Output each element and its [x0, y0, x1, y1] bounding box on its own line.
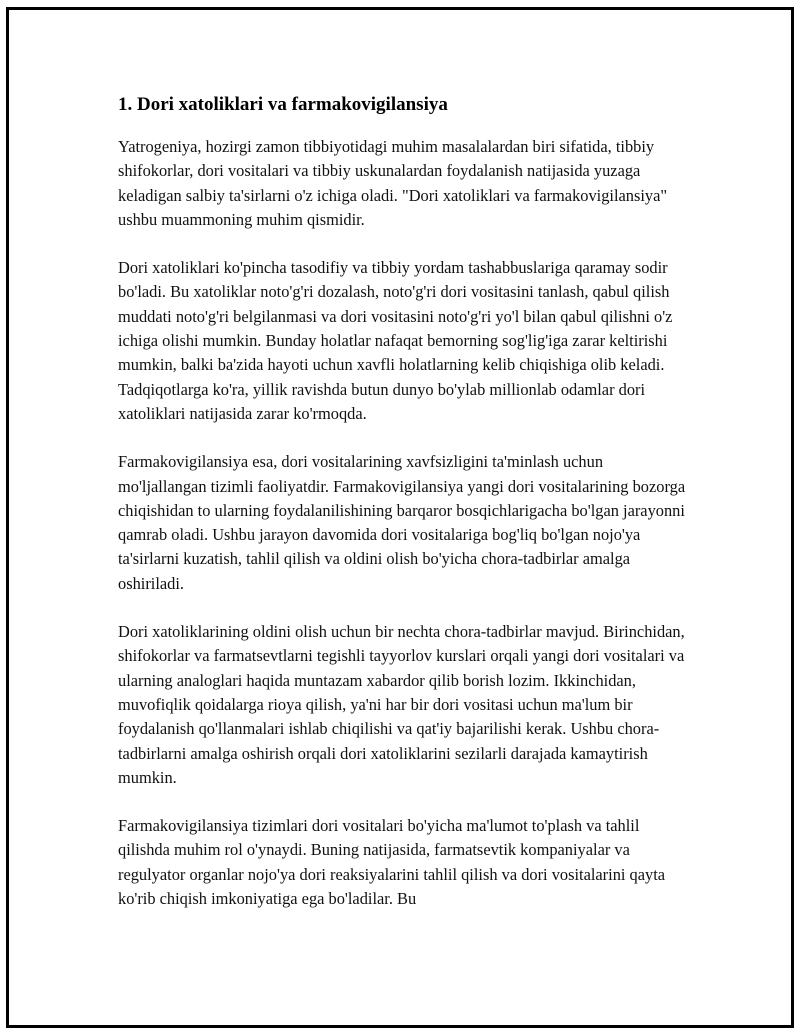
paragraph-4: Dori xatoliklarining oldini olish uchun bir nechta chora-tadbirlar mavjud. Birinchidan, shifokorlar va farmatsevtlarni tegishli tayyorlov kurslari orqali yangi dori vositalari va ularning analoglari haqida muntazam xabardor qilib borish lozim. Ikkinchidan, muvofiqlik qoidalarga rioya qilish, ya'ni har bir dori vositasi uchun ma'lum bir foydalanish qo'llanmalari ishlab chiqilishi va qat'iy bajarilishi kerak. Ushbu chora-tadbirlarni amalga oshirish orqali dori xatoliklarini sezilarli darajada kamaytirish mumkin. — [118, 622, 685, 787]
paragraph-2: Dori xatoliklari ko'pincha tasodifiy va tibbiy yordam tashabbuslariga qaramay sodir bo'ladi. Bu xatoliklar noto'g'ri dozalash, noto'g'ri dori vositasini tanlash, qabul qilish muddati noto'g'ri belgilanmasi va dori vositasini noto'g'ri yo'l bilan qabul qilishni o'z ichiga olishi mumkin. Bunday holatlar nafaqat bemorning sog'lig'iga zarar keltirishi mumkin, balki ba'zida hayoti uchun xavfli holatlarning kelib chiqishiga olib keladi. Tadqiqotlarga ko'ra, yillik ravishda butun dunyo bo'ylab millionlab odamlar dori xatoliklari natijasida zarar ko'rmoqda. — [118, 258, 673, 423]
document-content — [118, 92, 688, 935]
paragraph-1: Yatrogeniya, hozirgi zamon tibbiyotidagi muhim masalalardan biri sifatida, tibbiy shifokorlar, dori vositalari va tibbiy uskunalardan foydalanish natijasida yuzaga keladigan salbiy ta'sirlarni o'z ichiga oladi. "Dori xatoliklari va farmakovigilansiya" ushbu muammoning muhim qismidir. — [118, 137, 668, 229]
paragraph-5: Farmakovigilansiya tizimlari dori vositalari bo'yicha ma'lumot to'plash va tahlil qilishda muhim rol o'ynaydi. Buning natijasida, farmatsevtik kompaniyalar va regulyator organlar nojo'ya dori reaksiyalarini tahlil qilish va dori vositalarini qayta ko'rib chiqish imkoniyatiga ega bo'ladilar. Bu — [118, 816, 666, 909]
section-title: 1. Dori xatoliklari va farmakovigilansiya — [118, 94, 448, 115]
paragraph-3: Farmakovigilansiya esa, dori vositalarining xavfsizligini ta'minlash uchun mo'ljallangan tizimli faoliyatdir. Farmakovigilansiya yangi dori vositalarining bozorga chiqishidan to ularning foydalanilishining barqaror bosqichlarigacha bo'lgan jarayonni qamrab oladi. Ushbu jarayon davomida dori vositalariga bog'liq bo'lgan nojo'ya ta'sirlarni kuzatish, tahlil qilish va oldini olish bo'yicha chora-tadbirlar amalga oshiriladi. — [118, 452, 686, 593]
